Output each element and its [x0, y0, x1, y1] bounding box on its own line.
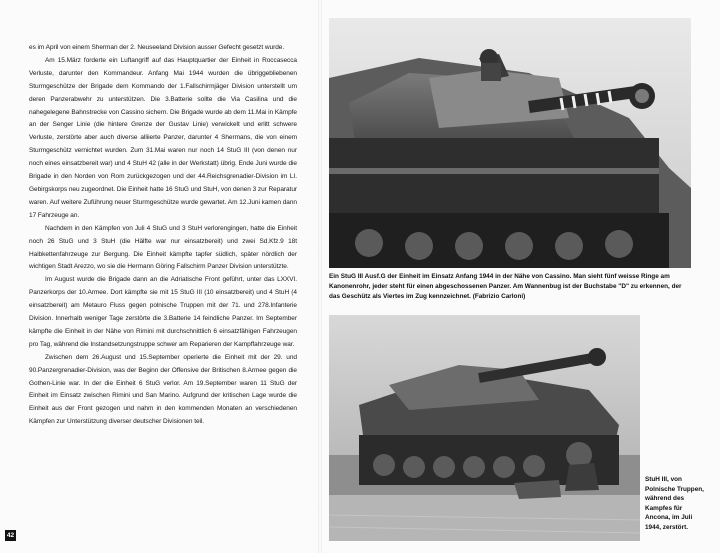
photo-stug-iii-cassino — [329, 18, 691, 268]
body-text-column — [29, 42, 297, 522]
body-paragraph-4: Im August wurde die Brigade dann an die Adriatische Front geführt, unter das LXXVI. Panzerkorps der 10.Armee. Dort kämpfte sie mit 15 StuG III (10 einsatzbereit) und 4 StuH (4 einsatzbereit) am Metauro Fluss gegen polnische Truppen mit der 71. und 278.Infanterie Division. Innerhalb weniger Tage zerstörte die 3.Batterie 14 feindliche Panzer. Im September kämpfte die Einheit in der Nähe von Rimini mit durchschnittlich 6 einsatzfähigen Fahrzeugen pro Tag, während die Instandsetzungstruppe schwer am Reparieren der Kampffahrzeuge war. — [29, 276, 297, 348]
body-paragraph-2: Am 15.März forderte ein Luftangriff auf das Hauptquartier der Einheit in Roccasecca Verluste, darunter den Kommandeur. Anfang Mai 1944 wurden die übriggebliebenen Sturmgeschütze der Brigade dem Kommando der 1.Fallschirmjäger Division unterstellt um deren Panzerabwehr zu unterstützen. Die 3.Batterie sollte die Via Casilina und die nahegelegene Bahnstrecke von Cassino sichern. Die Brigade wurde ab dem 11.Mai in Kämpfe an der Senger Linie (die hintere Grenze der Gustav Linie) verwickelt und erlitt schwere Verluste, zerstörte aber auch diverse alliierte Panzer, darunter 4 Shermans, die von einem Sturmgeschütz vernichtet wurden. Zum 31.Mai waren nur noch 14 StuG III (von denen nur noch eines einsatzbereit war) und 4 StuH 42 (alle in der Werkstatt) übrig. Ende Juni wurde die Brigade in den Norden von Rom zurückgezogen und der 44.Reichsgrenadier-Division im LI. Gebirgskorps neu zugeordnet. Die Einheit hatte 16 StuG und StuH, von denen 3 zur Reparatur waren. Auf weitere Zuführung neuer Sturmgeschütze wurde gewartet. Am 12.Juni kamen dann 17 Fahrzeuge an. — [29, 56, 297, 219]
body-paragraph-1: es im April von einem Sherman der 2. Neuseeland Division ausser Gefecht gesetzt wurde. — [29, 44, 285, 51]
book-spine — [318, 0, 322, 553]
body-paragraph-3: Nachdem in den Kämpfen von Juli 4 StuG und 3 StuH verlorengingen, hatte die Einheit noch 26 StuG und 3 StuH (die Hälfte war nur einsatzbereit) und zwei Sd.Kfz.9 18t Halbkettenfahrzeuge zur Bergung. Die Einheit kämpfte tapfer südlich, später nördlich der wichtigen Stadt Arezzo, wo sie die Hermann Göring Fallschirm Panzer Division unterstützte. — [29, 224, 297, 271]
body-paragraph-5: Zwischen dem 26.August und 15.September operierte die Einheit mit der 29. und 90.Panzergrenadier-Division, was der Beginn der Offensive der Britischen 8.Armee gegen die Gothen-Linie war. In der die Einheit 6 StuG verlor. Am 19.September waren 11 StuG der Einheit im Einsatz zwischen Rimini und San Marino. Aufgrund der kritischen Lage wurde die Einheit aus der Front gezogen und nahm in den kommenden Monaten an verschiedenen Kämpfen zur Unterstützung diverser deutscher Divisionen teil. — [29, 353, 297, 426]
stug-photo-graphic — [329, 18, 691, 268]
photo-stuh-destroyed — [329, 315, 640, 541]
page-number: 42 — [6, 532, 15, 539]
photo-caption-top: Ein StuG III Ausf.G der Einheit im Einsatz Anfang 1944 in der Nähe von Cassino. Man sieht fünf weisse Ringe am Kanonenrohr, jeder steht für einen abgeschossenen Panzer. Am Wannenbug ist der Buchstabe "D" zu erkennen, der das Geschütz als Viertes im Zug kennzeichnet. (Fabrizio Carloni) — [329, 273, 682, 300]
photo-caption-bottom: StuH III, von Polnische Truppen, während des Kampfes für Ancona, im Juli 1944, zerstört. — [645, 476, 704, 531]
stuh-photo-graphic — [329, 315, 640, 541]
